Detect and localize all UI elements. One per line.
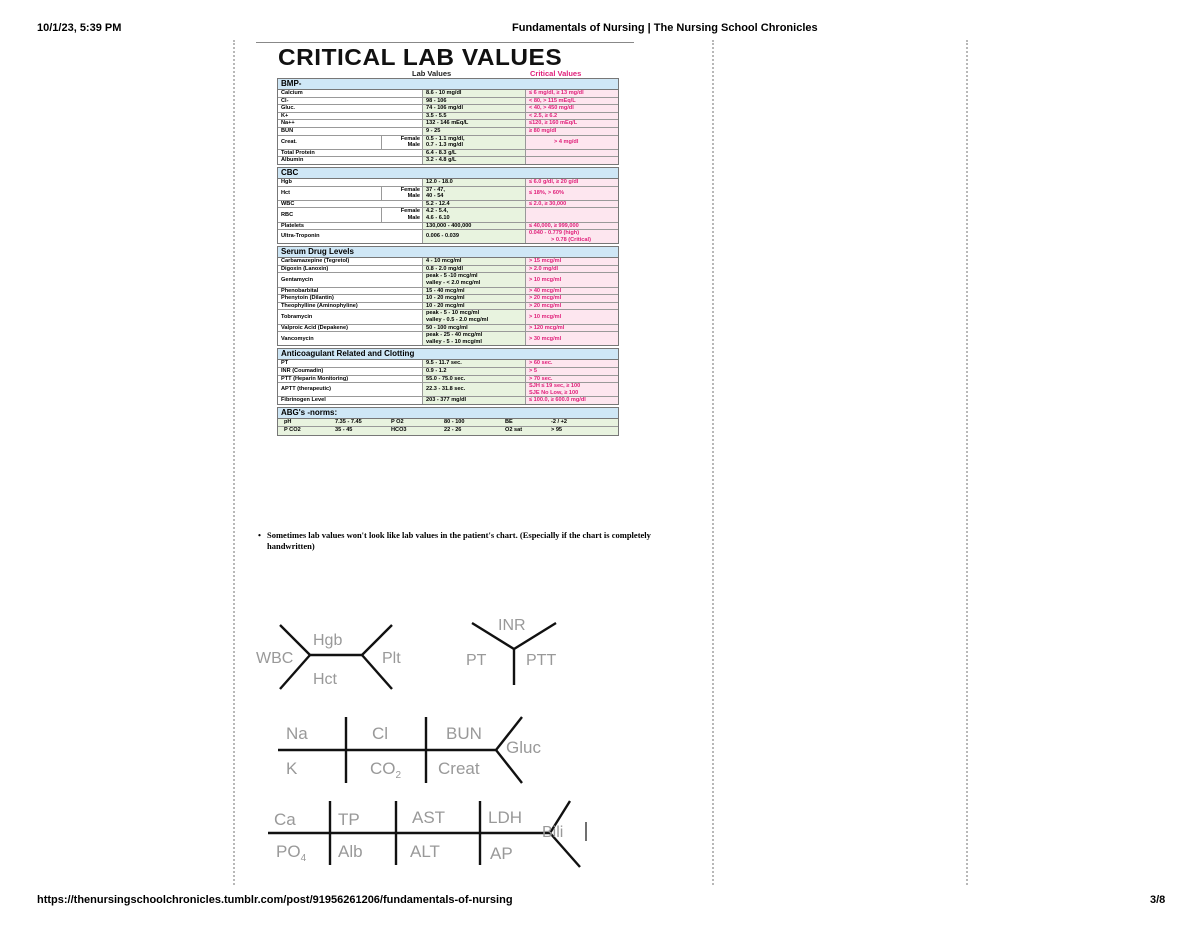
table-row: Albumin 3.2 - 4.8 g/L xyxy=(278,157,618,164)
lft-po4-label: $PO_4$ xyxy=(276,842,307,864)
table-row: Cl- 98 - 106 < 80, > 115 mEq/L xyxy=(278,98,618,106)
table-row: Theophylline (Aminophyline) 10 - 20 mcg/ml > 20 mcg/ml xyxy=(278,303,618,311)
table-row-rbc: RBC Female Male 4.2 - 5.4, 4.6 - 6.10 xyxy=(278,208,618,222)
coag-pt-label: PT xyxy=(466,652,487,669)
print-url: https://thenursingschoolchronicles.tumblr.com/post/91956261206/fundamentals-of-nursing xyxy=(37,894,513,906)
table-row: Digoxin (Lanoxin) 0.8 - 2.0 mg/dl > 2.0 mg/dl xyxy=(278,266,618,274)
lft-tp-label: TP xyxy=(338,810,360,829)
table-row: Na++ 132 - 146 mEq/L ≤120, ≥ 160 mEq/L xyxy=(278,120,618,128)
table-row: BUN 9 - 25 ≥ 80 mg/dl xyxy=(278,128,618,136)
table-row: WBC 5.2 - 12.4 ≤ 2.0, ≥ 30,000 xyxy=(278,201,618,209)
lft-alb-label: Alb xyxy=(338,842,363,861)
table-row: K+ 3.5 - 5.5 < 2.5, ≥ 6.2 xyxy=(278,113,618,121)
coag-inr-label: INR xyxy=(498,617,526,634)
cbc-plt-label: Plt xyxy=(382,650,401,667)
critical-values-header: Critical Values xyxy=(530,69,582,78)
table-row: Carbamazepine (Tegretol) 4 - 10 mcg/ml > 15 mcg/ml xyxy=(278,258,618,266)
lab-values-header: Lab Values xyxy=(412,69,452,78)
cbc-wbc-label: WBC xyxy=(256,650,294,667)
section-title: CBC xyxy=(278,168,618,179)
table-row: Phenobarbital 15 - 40 mcg/ml > 40 mcg/ml xyxy=(278,288,618,296)
critical-lab-values-chart xyxy=(256,42,634,436)
table-row-troponin: Ultra-Troponin 0.006 - 0.039 0.040 - 0.779 (high) > 0.78 (Critical) xyxy=(278,230,618,243)
abg-row: P CO2 35 - 45 HCO3 22 - 26 O2 sat > 95 xyxy=(278,427,618,435)
coag-ptt-label: PTT xyxy=(526,652,557,669)
lft-ldh-label: LDH xyxy=(488,808,523,827)
table-row: PTT (Heparin Monitoring) 55.0 - 75.0 sec. > 70 sec. xyxy=(278,376,618,384)
print-timestamp: 10/1/23, 5:39 PM xyxy=(37,22,122,34)
table-row: Hgb 12.0 - 18.0 ≤ 6.0 g/dl, ≥ 20 g/dl xyxy=(278,179,618,187)
bmp-gluc-label: Gluc xyxy=(506,738,541,757)
chart-top-rule xyxy=(256,42,634,43)
section-title: Anticoagulant Related and Clotting xyxy=(278,349,618,360)
table-row: Valproic Acid (Depakene) 50 - 100 mcg/ml > 120 mcg/ml xyxy=(278,325,618,333)
lft-ca-label: Ca xyxy=(274,810,296,829)
table-row-aptt: APTT (therapeutic) 22.3 - 31.8 sec. SJH ≤ 19 sec, ≥ 100 SJE No Low, ≥ 100 xyxy=(278,383,618,397)
table-row-gentamycin: Gentamycin peak - 5 -10 mcg/ml valley - < 2.0 mcg/ml > 10 mcg/ml xyxy=(278,273,618,287)
lft-bili-label: Bili xyxy=(542,824,564,841)
table-row-creat: Creat. Female Male 0.5 - 1.1 mg/dl, 0.7 - 1.3 mg/dl > 4 mg/dl xyxy=(278,136,618,150)
bmp-bun-label: BUN xyxy=(446,724,482,743)
cbc-section xyxy=(277,167,619,244)
table-row: Platelets 130,000 - 400,000 ≤ 40,000, ≥ 999,000 xyxy=(278,223,618,231)
print-title: Fundamentals of Nursing | The Nursing School Chronicles xyxy=(512,22,818,34)
lft-ap-label: AP xyxy=(490,844,513,863)
cbc-hct-label: Hct xyxy=(313,671,337,688)
table-row: Total Protein 6.4 - 8.3 g/L xyxy=(278,150,618,158)
page-number: 3/8 xyxy=(1150,894,1166,906)
bmp-section xyxy=(277,78,619,165)
table-row: INR (Coumadin) 0.9 - 1.2 > 5 xyxy=(278,368,618,376)
table-row-hct: Hct Female Male 37 - 47, 40 - 54 ≤ 18%, > 60% xyxy=(278,187,618,201)
bullet-text: Sometimes lab values won't look like lab values in the patient's chart. (Especially if the chart is completely handwritten) xyxy=(267,530,651,551)
bmp-cl-label: Cl xyxy=(372,724,389,743)
bullet-dot-icon: • xyxy=(258,530,261,540)
section-title: Serum Drug Levels xyxy=(278,247,618,258)
bmp-creat-label: Creat xyxy=(438,759,480,778)
page-divider-right xyxy=(966,40,968,885)
table-row: PT 9.5 - 11.7 sec. > 60 sec. xyxy=(278,360,618,368)
chart-title: CRITICAL LAB VALUES xyxy=(278,44,563,70)
anticoagulant-section xyxy=(277,348,619,405)
table-row: Calcium 8.6 - 10 mg/dl ≤ 6 mg/dl, ≥ 13 mg/dl xyxy=(278,90,618,98)
column-headers xyxy=(277,69,634,78)
table-row: Gluc. 74 - 106 mg/dl < 40, > 450 mg/dl xyxy=(278,105,618,113)
page-divider-middle xyxy=(712,40,714,885)
abg-section xyxy=(277,407,619,436)
lft-alt-label: ALT xyxy=(410,842,440,861)
table-row: Phenytoin (Dilantin) 10 - 20 mcg/ml > 20 mcg/ml xyxy=(278,295,618,303)
lft-ast-label: AST xyxy=(412,808,446,827)
table-row-vancomycin: Vancomycin peak - 25 - 40 mcg/ml valley - 5 - 10 mcg/ml > 30 mcg/ml xyxy=(278,332,618,345)
table-row-tobramycin: Tobramycin peak - 5 - 10 mcg/ml valley - 0.5 - 2.0 mcg/ml > 10 mcg/ml xyxy=(278,310,618,324)
bullet-note xyxy=(258,530,668,552)
bmp-co2-label: $CO_2$ xyxy=(370,759,402,781)
bmp-k-label: K xyxy=(286,759,298,778)
page-divider-left xyxy=(233,40,235,885)
table-row: Fibrinogen Level 203 - 377 mg/dl ≤ 100.0, ≥ 600.0 mg/dl xyxy=(278,397,618,404)
section-title: BMP- xyxy=(278,79,618,90)
abg-row: pH 7.35 - 7.45 P O2 80 - 100 BE -2 / +2 xyxy=(278,419,618,428)
cbc-hgb-label: Hgb xyxy=(313,632,343,649)
section-title: ABG's -norms: xyxy=(278,408,618,419)
bmp-na-label: Na xyxy=(286,724,308,743)
serum-drug-levels-section xyxy=(277,246,619,346)
fishbone-diagrams xyxy=(250,605,610,875)
